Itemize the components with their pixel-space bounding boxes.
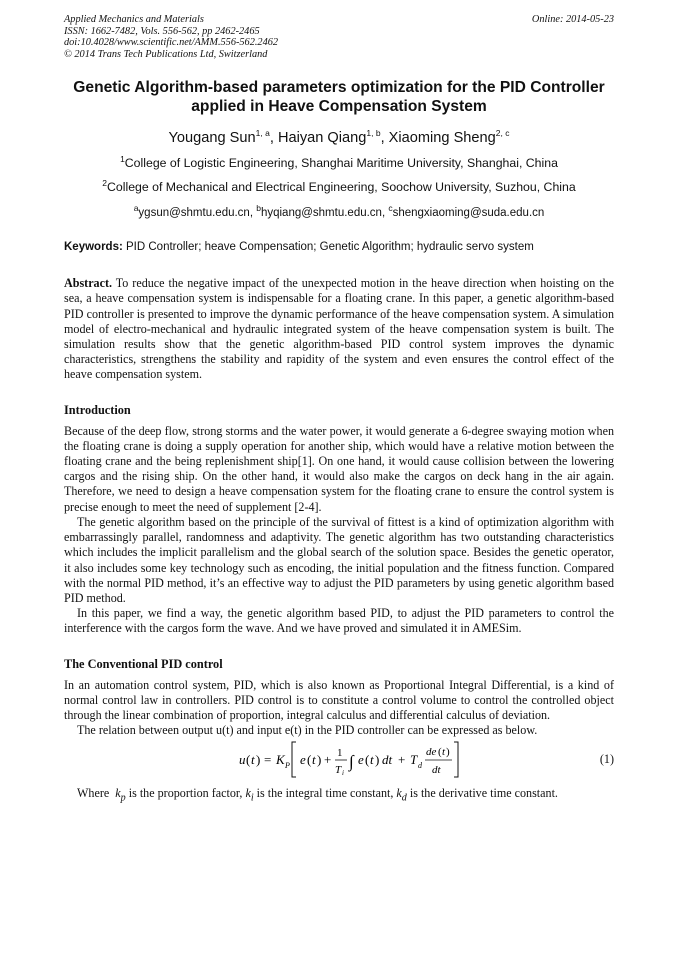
svg-text:(: ( xyxy=(246,752,251,768)
svg-text:T: T xyxy=(335,764,342,777)
issn-line: ISSN: 1662-7482, Vols. 556-562, pp 2462-2465 xyxy=(64,25,260,37)
email-list: $^a$ygsun@shmtu.edu.cn, $^b$hyqiang@shmtu.edu.cn, $^c$shengxiaoming@suda.edu.cn xyxy=(133,203,545,220)
doi-line[interactable]: doi:10.4028/www.scientific.net/AMM.556-562.2462 xyxy=(64,37,279,49)
svg-text:(: ( xyxy=(438,746,442,759)
svg-text:u: u xyxy=(239,752,246,768)
svg-text:dt: dt xyxy=(432,764,441,777)
where-text: is the integral time constant, xyxy=(253,786,397,801)
where-text: Where xyxy=(77,786,110,801)
where-text: is the proportion factor, xyxy=(125,786,246,801)
email-link[interactable]: ygsun@shmtu.edu.cn xyxy=(138,207,250,220)
affiliation-text: College of Logistic Engineering, Shanghai Maritime University, Shanghai, China xyxy=(124,156,558,171)
svg-text:(: ( xyxy=(365,752,370,768)
email-sup: b xyxy=(256,203,261,214)
intro-paragraph-2: The genetic algorithm based on the principle of the survival of fittest is a kind of optimization algorithm with embarrassingly parallel, randomness and adaptivity. The genetic algorithm has two outstanding characteristics which includes the implicit parallelism and the global search of the solution space. Besides the genetic operator, it also includes some key technology such as encoding, the initial population and the fitness function. Compared with the normal PID method, it’s an effective way to adjust the PID parameters by using genetic algorithm based PID method. xyxy=(64,514,614,605)
author-sup: 1, b xyxy=(366,128,381,139)
svg-text:t: t xyxy=(312,752,316,768)
keywords-text: PID Controller; heave Compensation; Genetic Algorithm; hydraulic servo system xyxy=(126,241,534,254)
paper-title: Genetic Algorithm-based parameters optimization for the PID Controller applied in Heave Compensation System xyxy=(73,79,605,116)
equation-number: (1) xyxy=(599,752,614,767)
author-list: Yougang Sun$^{1, a}$, Haiyan Qiang$^{1, b}$, Xiaoming Sheng$^{2, c}$ xyxy=(168,128,510,147)
keywords-label: Keywords: xyxy=(64,241,123,254)
ki-symbol: $k_i$ xyxy=(245,786,254,804)
affiliation-sup: 2 xyxy=(102,178,108,189)
svg-text:∫: ∫ xyxy=(349,752,354,772)
kp-symbol: $k_p$ xyxy=(115,786,126,804)
email-sup: c xyxy=(388,203,393,214)
svg-text:e: e xyxy=(300,752,306,768)
author-name: Xiaoming Sheng xyxy=(388,130,496,147)
svg-text:P: P xyxy=(285,761,290,771)
pid-equation xyxy=(64,740,614,780)
intro-paragraph-1: Because of the deep flow, strong storms and the water power, it would generate a 6-degree swaying motion when the floating crane is doing a supply operation for another ship, which would have a relative motion between the floating crane and the being replenishment ship[1]. On one hand, it would cause collision between the lowering cargos and the rising ship. On the other hand, it would also make the cargos on deck hang in the air again. Therefore, we need to design a heave compensation system for the floating crane to ensure the control system is precise enough to meet the need of supplement [2-4]. xyxy=(64,423,614,514)
pid-paragraph-2: The relation between output u(t) and input e(t) in the PID controller can be expressed as below. xyxy=(77,723,538,738)
svg-text:+: + xyxy=(398,752,406,768)
online-date: Online: 2014-05-23 xyxy=(531,14,614,25)
svg-text:=: = xyxy=(264,752,272,768)
svg-text:T: T xyxy=(410,752,418,768)
affiliation-sup: 1 xyxy=(120,154,125,165)
pid-equation-formula xyxy=(64,740,614,780)
section-heading-pid: The Conventional PID control xyxy=(64,656,223,671)
pid-where-paragraph xyxy=(64,786,614,806)
pid-paragraph-1: In an automation control system, PID, which is also known as Proportional Integral Differential, is a kind of normal control law in controllers. PID control is to constitute a control volume to control the controlled object through the linear combination of proportion, integral calculus and differential calculus of deviation. xyxy=(64,677,614,722)
abstract-label: Abstract. xyxy=(64,276,113,291)
email-link[interactable]: hyqiang@shmtu.edu.cn xyxy=(260,207,382,220)
copyright-line: © 2014 Trans Tech Publications Ltd, Switzerland xyxy=(64,48,268,60)
journal-header xyxy=(64,14,614,60)
keywords xyxy=(64,240,614,254)
section-heading-introduction: Introduction xyxy=(64,402,131,417)
svg-text:de: de xyxy=(426,746,437,759)
intro-paragraph-3: In this paper, we find a way, the genetic algorithm based PID, to adjust the PID parameters to control the interference with the cargos form the wave. And we have proved and simulated it in AMESim. xyxy=(64,606,614,636)
author-sup: 2, c xyxy=(495,128,510,139)
kd-symbol: $k_d$ xyxy=(396,786,407,804)
abstract xyxy=(64,276,614,382)
svg-text:): ) xyxy=(446,746,450,759)
svg-text:): ) xyxy=(317,752,322,768)
svg-text:): ) xyxy=(375,752,380,768)
svg-text:dt: dt xyxy=(382,752,393,768)
affiliation-1 xyxy=(64,152,614,171)
svg-text:t: t xyxy=(370,752,374,768)
svg-text:t: t xyxy=(442,746,446,759)
affiliation-text: College of Mechanical and Electrical Engineering, Soochow University, Suzhou, China xyxy=(107,180,576,195)
svg-text:): ) xyxy=(256,752,261,768)
email-link[interactable]: shengxiaoming@suda.edu.cn xyxy=(392,207,545,220)
svg-text:d: d xyxy=(418,761,422,771)
svg-text:i: i xyxy=(342,769,344,778)
svg-text:t: t xyxy=(251,752,255,768)
paper-page xyxy=(64,14,614,806)
where-text: is the derivative time constant. xyxy=(406,786,558,801)
journal-name: Applied Mechanics and Materials xyxy=(64,14,204,25)
affiliation-2 xyxy=(64,176,614,195)
svg-text:1: 1 xyxy=(337,747,343,760)
author-name: Haiyan Qiang xyxy=(277,130,367,147)
svg-text:(: ( xyxy=(307,752,312,768)
author-name: Yougang Sun xyxy=(168,130,256,147)
abstract-text: To reduce the negative impact of the unexpected motion in the heave direction when hoisting on the sea, a heave compensation system is indispensable for a floating crane. In this paper, a genetic algorithm-based PID controller is presented to improve the dynamic performance of the heave compensation system. A simulation model of electro-mechanical and hydraulic integrated system of the heave compensation system is built. The simulation results show that the genetic algorithm-based PID control system improves the dynamic characteristics, strengthens the stability and rapidity of the system and even ensures the control effect of the heave compensation system. xyxy=(64,276,614,382)
svg-text:K: K xyxy=(276,752,285,768)
svg-text:+: + xyxy=(324,752,332,768)
svg-text:e: e xyxy=(358,752,364,768)
email-sup: a xyxy=(133,203,139,214)
author-sup: 1, a xyxy=(255,128,270,139)
